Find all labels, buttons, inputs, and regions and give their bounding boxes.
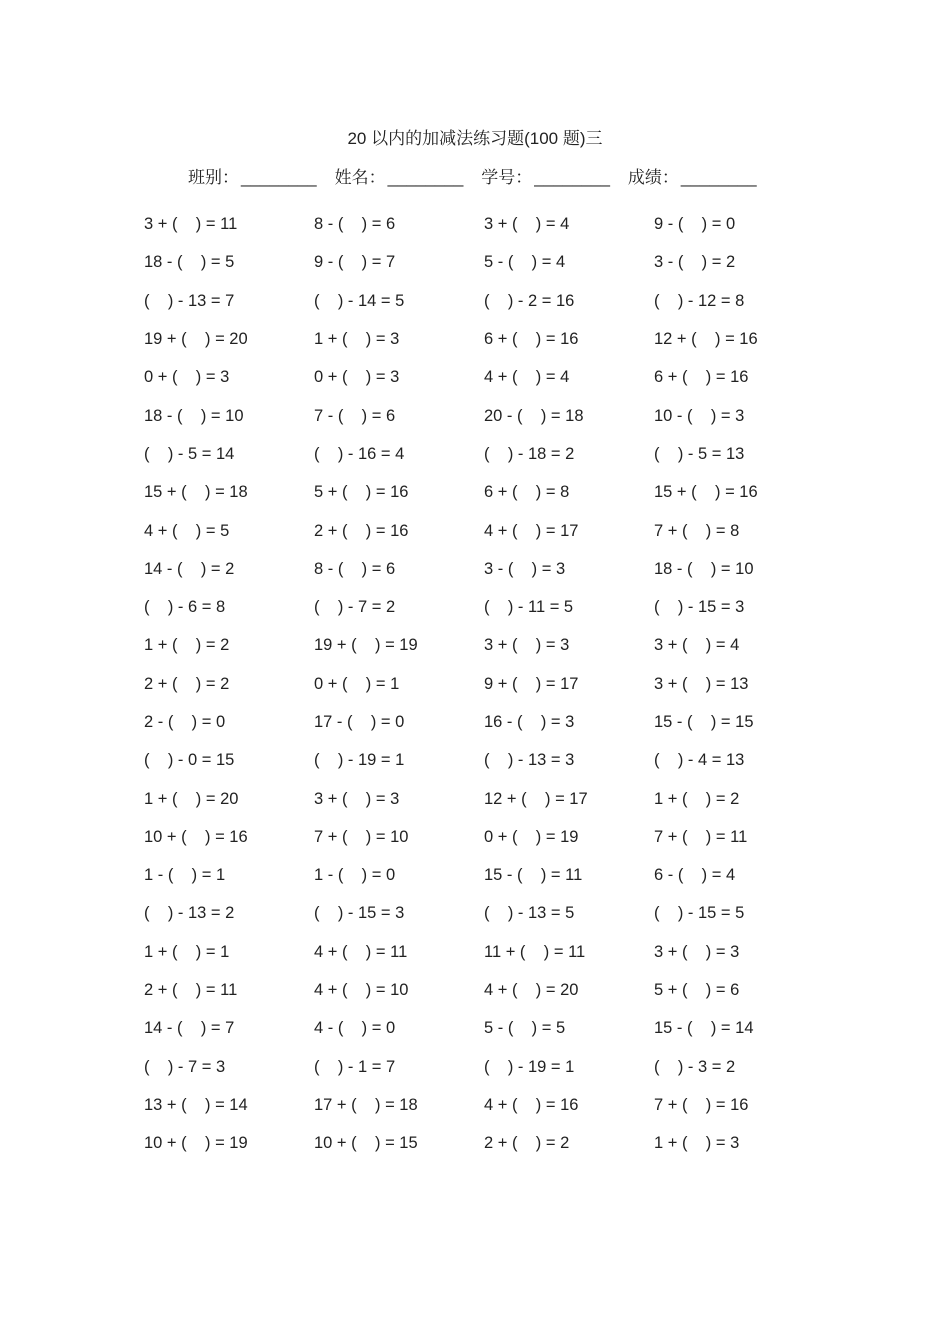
math-problem: 4 + ( ) = 11 bbox=[314, 942, 408, 961]
math-problem: 19 + ( ) = 19 bbox=[314, 636, 418, 655]
math-problem: 3 + ( ) = 13 bbox=[654, 674, 749, 693]
math-problem: ( ) - 7 = 3 bbox=[144, 1057, 226, 1076]
math-problem: ( ) - 19 = 1 bbox=[484, 1057, 575, 1076]
score-blank: ________ bbox=[680, 168, 757, 187]
math-problem: 4 - ( ) = 0 bbox=[314, 1019, 396, 1038]
math-problem: 3 + ( ) = 3 bbox=[654, 942, 740, 961]
math-problem: 4 + ( ) = 20 bbox=[484, 981, 579, 1000]
class-label: 班别： bbox=[188, 168, 239, 187]
math-problem: 0 + ( ) = 19 bbox=[484, 827, 579, 846]
math-problem: 3 + ( ) = 3 bbox=[484, 636, 570, 655]
math-problem: 9 + ( ) = 17 bbox=[484, 674, 579, 693]
worksheet-title: 20 以内的加减法练习题(100 题)三 bbox=[347, 129, 603, 148]
math-problem: 1 + ( ) = 20 bbox=[144, 789, 239, 808]
score-label: 成绩： bbox=[627, 168, 679, 187]
math-problem: 15 + ( ) = 16 bbox=[654, 483, 758, 502]
math-problem: 5 - ( ) = 5 bbox=[484, 1019, 566, 1038]
math-problem: 15 + ( ) = 18 bbox=[144, 483, 248, 502]
math-problem: 6 + ( ) = 8 bbox=[484, 483, 570, 502]
math-problem: 16 - ( ) = 3 bbox=[484, 713, 575, 731]
math-problem: 10 + ( ) = 19 bbox=[144, 1134, 248, 1153]
math-problem: 6 + ( ) = 16 bbox=[484, 330, 579, 349]
math-problem: 1 - ( ) = 1 bbox=[144, 866, 226, 885]
problem-row bbox=[144, 779, 824, 817]
class-blank: ________ bbox=[241, 168, 317, 187]
math-problem: 17 + ( ) = 18 bbox=[314, 1095, 418, 1114]
problem-row bbox=[144, 320, 824, 358]
math-problem: ( ) - 13 = 2 bbox=[144, 904, 235, 923]
math-problem: ( ) - 18 = 2 bbox=[484, 444, 575, 463]
problem-row bbox=[144, 1124, 824, 1162]
math-problem: 3 + ( ) = 4 bbox=[654, 636, 740, 655]
math-problem: 3 + ( ) = 3 bbox=[314, 789, 400, 808]
student-number-field bbox=[481, 166, 610, 190]
math-problem: 11 + ( ) = 11 bbox=[484, 942, 586, 961]
math-problem: 3 - ( ) = 2 bbox=[654, 253, 736, 272]
math-problem: 12 + ( ) = 17 bbox=[484, 789, 588, 808]
math-problem: 18 - ( ) = 10 bbox=[144, 406, 244, 425]
math-problem: 2 + ( ) = 2 bbox=[484, 1134, 570, 1153]
math-problem: 4 + ( ) = 5 bbox=[144, 521, 230, 540]
problem-row bbox=[144, 894, 824, 932]
math-problem: ( ) - 5 = 14 bbox=[144, 444, 235, 463]
math-problem: 9 - ( ) = 7 bbox=[314, 253, 396, 272]
math-problem: 13 + ( ) = 14 bbox=[144, 1095, 248, 1114]
math-problem: 0 + ( ) = 3 bbox=[314, 368, 400, 387]
math-problem: 18 - ( ) = 5 bbox=[144, 253, 235, 272]
math-problem: ( ) - 12 = 8 bbox=[654, 291, 745, 310]
math-problem: ( ) - 13 = 5 bbox=[484, 904, 575, 923]
math-problem: 7 + ( ) = 8 bbox=[654, 521, 740, 540]
math-problem: 1 + ( ) = 2 bbox=[144, 636, 230, 655]
math-problem: 7 - ( ) = 6 bbox=[314, 406, 396, 425]
math-problem: 5 + ( ) = 6 bbox=[654, 981, 740, 1000]
math-problem: 0 + ( ) = 3 bbox=[144, 368, 230, 387]
problem-row bbox=[144, 511, 824, 549]
name-field bbox=[335, 166, 464, 190]
student-number-blank: ________ bbox=[534, 168, 610, 187]
math-problem: ( ) - 1 = 7 bbox=[314, 1057, 396, 1076]
problem-row bbox=[144, 703, 824, 741]
math-problem: ( ) - 14 = 5 bbox=[314, 291, 405, 310]
problem-row bbox=[144, 1009, 824, 1047]
math-problem: ( ) - 7 = 2 bbox=[314, 598, 396, 617]
problem-row bbox=[144, 856, 824, 894]
math-problem: 18 - ( ) = 10 bbox=[654, 559, 754, 578]
problem-row bbox=[144, 741, 824, 779]
math-problem: ( ) - 11 = 5 bbox=[484, 598, 574, 617]
math-problem: 20 - ( ) = 18 bbox=[484, 406, 584, 425]
score-field bbox=[628, 166, 757, 190]
math-problem: 2 + ( ) = 11 bbox=[144, 981, 238, 1000]
problem-row bbox=[144, 358, 824, 396]
problem-row bbox=[144, 588, 824, 626]
math-problem: ( ) - 2 = 16 bbox=[484, 291, 575, 310]
math-problem: 10 + ( ) = 15 bbox=[314, 1134, 418, 1153]
math-problem: 17 - ( ) = 0 bbox=[314, 713, 405, 731]
math-problem: 12 + ( ) = 16 bbox=[654, 330, 758, 349]
math-problem: 15 - ( ) = 15 bbox=[654, 713, 754, 731]
math-problem: 7 + ( ) = 11 bbox=[654, 827, 748, 846]
student-info-line bbox=[188, 166, 828, 190]
math-problem: 3 + ( ) = 4 bbox=[484, 215, 570, 234]
problem-row bbox=[144, 473, 824, 511]
problem-row bbox=[144, 1086, 824, 1124]
problem-row bbox=[144, 396, 824, 434]
problem-row bbox=[144, 243, 824, 281]
math-problem: 8 - ( ) = 6 bbox=[314, 559, 396, 578]
math-problem: 14 - ( ) = 7 bbox=[144, 1019, 235, 1038]
name-blank: ________ bbox=[387, 168, 464, 187]
math-problem: 1 + ( ) = 3 bbox=[654, 1134, 740, 1153]
math-problem: 2 + ( ) = 2 bbox=[144, 674, 230, 693]
problem-row bbox=[144, 971, 824, 1009]
problem-row bbox=[144, 205, 824, 243]
math-problem: ( ) - 15 = 5 bbox=[654, 904, 745, 923]
math-problem: 7 + ( ) = 10 bbox=[314, 827, 409, 846]
math-problem: 0 + ( ) = 1 bbox=[314, 674, 400, 693]
math-problem: ( ) - 13 = 7 bbox=[144, 291, 235, 310]
math-problem: 4 + ( ) = 4 bbox=[484, 368, 570, 387]
math-problem: 1 + ( ) = 1 bbox=[144, 942, 230, 961]
class-field bbox=[188, 166, 317, 190]
problem-grid bbox=[144, 205, 824, 1162]
math-problem: ( ) - 5 = 13 bbox=[654, 444, 745, 463]
math-problem: 8 - ( ) = 6 bbox=[314, 215, 396, 234]
math-problem: 2 - ( ) = 0 bbox=[144, 713, 226, 731]
math-problem: 7 + ( ) = 16 bbox=[654, 1095, 749, 1114]
math-problem: 5 + ( ) = 16 bbox=[314, 483, 409, 502]
problem-row bbox=[144, 818, 824, 856]
math-problem: 15 - ( ) = 11 bbox=[484, 866, 583, 885]
problem-row bbox=[144, 665, 824, 703]
math-problem: 4 + ( ) = 10 bbox=[314, 981, 409, 1000]
math-problem: 10 + ( ) = 16 bbox=[144, 827, 248, 846]
problem-row bbox=[144, 1048, 824, 1086]
math-problem: 1 + ( ) = 2 bbox=[654, 789, 740, 808]
math-problem: 3 + ( ) = 11 bbox=[144, 215, 238, 234]
math-problem: 4 + ( ) = 17 bbox=[484, 521, 579, 540]
math-problem: 3 - ( ) = 3 bbox=[484, 559, 566, 578]
math-problem: 6 - ( ) = 4 bbox=[654, 866, 736, 885]
student-number-label: 学号： bbox=[481, 168, 533, 187]
math-problem: 2 + ( ) = 16 bbox=[314, 521, 409, 540]
math-problem: ( ) - 15 = 3 bbox=[314, 904, 405, 923]
math-problem: 9 - ( ) = 0 bbox=[654, 215, 736, 234]
name-label: 姓名： bbox=[334, 168, 386, 187]
math-problem: ( ) - 19 = 1 bbox=[314, 751, 405, 770]
math-problem: ( ) - 16 = 4 bbox=[314, 444, 405, 463]
problem-row bbox=[144, 626, 824, 664]
math-problem: ( ) - 13 = 3 bbox=[484, 751, 575, 770]
math-problem: ( ) - 15 = 3 bbox=[654, 598, 745, 617]
math-problem: ( ) - 6 = 8 bbox=[144, 598, 226, 617]
problem-row bbox=[144, 550, 824, 588]
math-problem: 1 - ( ) = 0 bbox=[314, 866, 396, 885]
math-problem: 5 - ( ) = 4 bbox=[484, 253, 566, 272]
problem-row bbox=[144, 435, 824, 473]
math-problem: 1 + ( ) = 3 bbox=[314, 330, 400, 349]
problem-row bbox=[144, 282, 824, 320]
math-problem: 4 + ( ) = 16 bbox=[484, 1095, 579, 1114]
math-problem: 6 + ( ) = 16 bbox=[654, 368, 749, 387]
math-problem: 19 + ( ) = 20 bbox=[144, 330, 248, 349]
math-problem: 15 - ( ) = 14 bbox=[654, 1019, 754, 1038]
math-problem: ( ) - 4 = 13 bbox=[654, 751, 745, 770]
math-problem: ( ) - 3 = 2 bbox=[654, 1057, 736, 1076]
math-problem: 14 - ( ) = 2 bbox=[144, 559, 235, 578]
math-problem: 10 - ( ) = 3 bbox=[654, 406, 745, 425]
math-problem: ( ) - 0 = 15 bbox=[144, 751, 235, 770]
problem-row bbox=[144, 933, 824, 971]
